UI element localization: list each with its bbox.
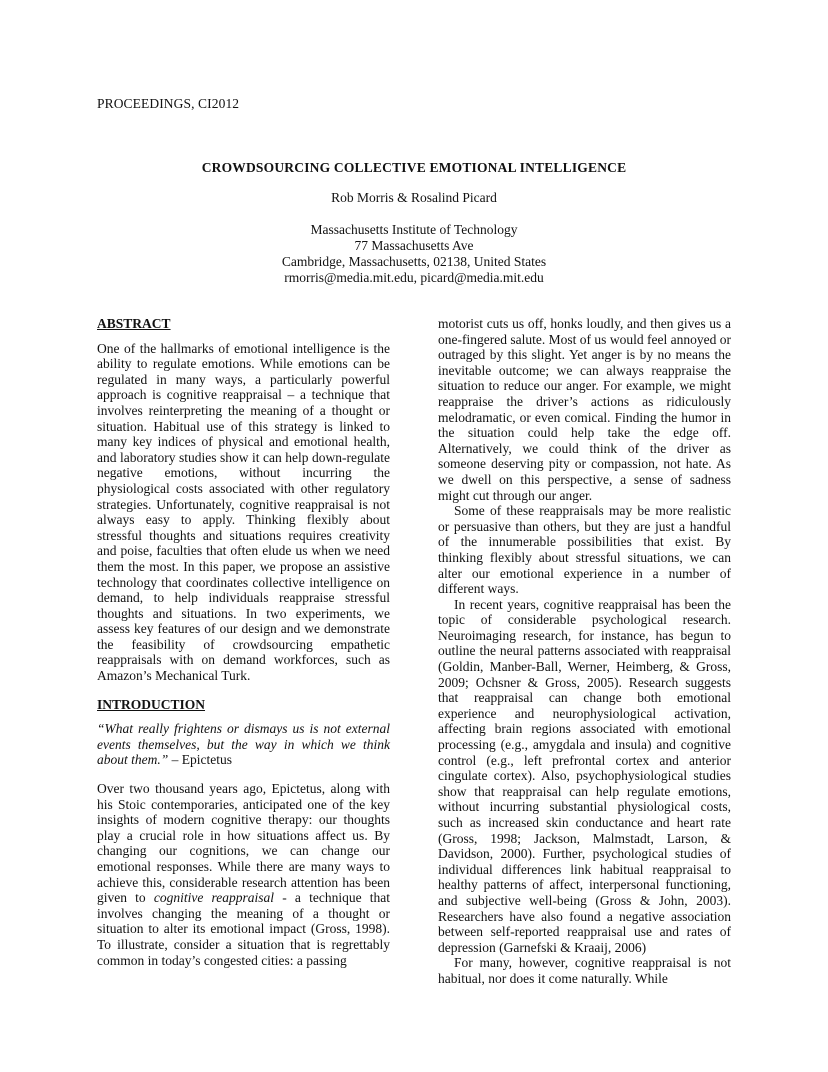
paper-title: CROWDSOURCING COLLECTIVE EMOTIONAL INTELLIGENCE [201,160,627,175]
author-affiliation [0,222,828,286]
body-paragraph-3: In recent years, cognitive reappraisal has been the topic of considerable psychological research. Neuroimaging research, for instance, has begun to outline the neural patterns associated with reappraisal (Goldin, Manber-Ball, Werner, Heimberg, & Gross, 2009; Ochsner & Gross, 2005). Research suggests that reappraisal can change both emotional experience and neurophysiological activation, affecting brain regions associated with emotional processing (e.g., amygdala and insula) and cognitive control (e.g., left prefrontal cortex and anterior cingulate cortex). Also, psychophysiological studies show that reappraisal can help regulate emotions, without incurring substantial physiological costs, such as increased skin conductance and heart rate (Gross, 1998; Jackson, Malmstadt, Larson, & Davidson, 2000). Further, psychological studies of individual differences link habitual reappraisal to healthy patterns of affect, interpersonal functioning, and subjective well-being (Gross & John, 2003). Researchers have also found a negative association between self-reported reappraisal use and rates of depression (Garnefski & Kraaij, 2006) [438,596,731,955]
intro-text-part: - a technique that involves changing the meaning of a thought or situation to alter its emotional impact (Gross, 1998). To illustrate, consider a situation that is regrettably common in today’s congested cities: a passing [97,890,390,968]
introduction-paragraph [97,781,390,968]
affiliation-city: Cambridge, Massachusetts, 02138, United States [281,254,547,269]
affiliation-emails: rmorris@media.mit.edu, picard@media.mit.edu [284,270,544,285]
epigraph-attribution: – Epictetus [168,752,233,768]
abstract-heading: ABSTRACT [97,316,171,331]
abstract-text: One of the hallmarks of emotional intelligence is the ability to regulate emotions. While emotions can be regulated in many ways, a particularly powerful approach is cognitive reappraisal – a technique that involves reinterpreting the meaning of a thought or situation. Habitual use of this strategy is linked to many key indices of physical and emotional health, and laboratory studies show it can help down-regulate negative emotions, without incurring the physiological costs associated with other regulatory strategies. Unfortunately, cognitive reappraisal is not always easy to apply. Thinking flexibly about stressful thoughts and situations requires creativity and poise, faculties that often elude us when we need them the most. In this paper, we propose an assistive technology that coordinates collective intelligence on demand, to help individuals reappraise stressful thoughts and situations. In two experiments, we assess key features of our design and we demonstrate the feasibility of crowdsourcing empathetic reappraisals with on demand workforces, such as Amazon’s Mechanical Turk. [97,340,390,684]
body-paragraph-4: For many, however, cognitive reappraisal is not habitual, nor does it come naturally. While [438,955,731,986]
intro-text-part: Over two thousand years ago, Epictetus, along with his Stoic contemporaries, anticipated one of the key insights of modern cognitive therapy: our thoughts play a crucial role in how situations affect us. By changing our cognitions, we can change our emotional responses. While there are many ways to achieve this, considerable research attention has been given to [97,781,390,906]
paper-authors: Rob Morris & Rosalind Picard [331,190,497,205]
right-column [438,316,731,987]
epigraph [97,721,390,768]
body-paragraph-1: motorist cuts us off, honks loudly, and then gives us a one-fingered salute. Most of us would feel annoyed or outraged by this slight. Yet anger is by no means the inevitable outcome; we can always reappraise the situation to reduce our anger. For example, we might reappraise the driver’s actions as ridiculously melodramatic, or even comical. Finding the humor in the situation could help take the edge off. Alternatively, we could think of the driver as someone deserving pity or compassion, not hate. As we dwell on this perspective, a sense of sadness might cut through our anger. [438,316,731,503]
introduction-heading: INTRODUCTION [97,696,206,712]
body-paragraph-2: Some of these reappraisals may be more realistic or persuasive than others, but they are just a handful of the innumerable possibilities that exist. By thinking flexibly about stressful situations, we can alter our emotional experience in a number of different ways. [438,503,731,597]
epigraph-quote: “What really frightens or dismays us is not external events themselves, but the way in which we think about them.” [97,721,390,768]
intro-term: cognitive reappraisal [153,890,275,906]
affiliation-institution: Massachusetts Institute of Technology [310,222,518,237]
left-column [97,316,390,968]
affiliation-street: 77 Massachusetts Ave [354,238,474,253]
running-head: PROCEEDINGS, CI2012 [97,96,240,111]
